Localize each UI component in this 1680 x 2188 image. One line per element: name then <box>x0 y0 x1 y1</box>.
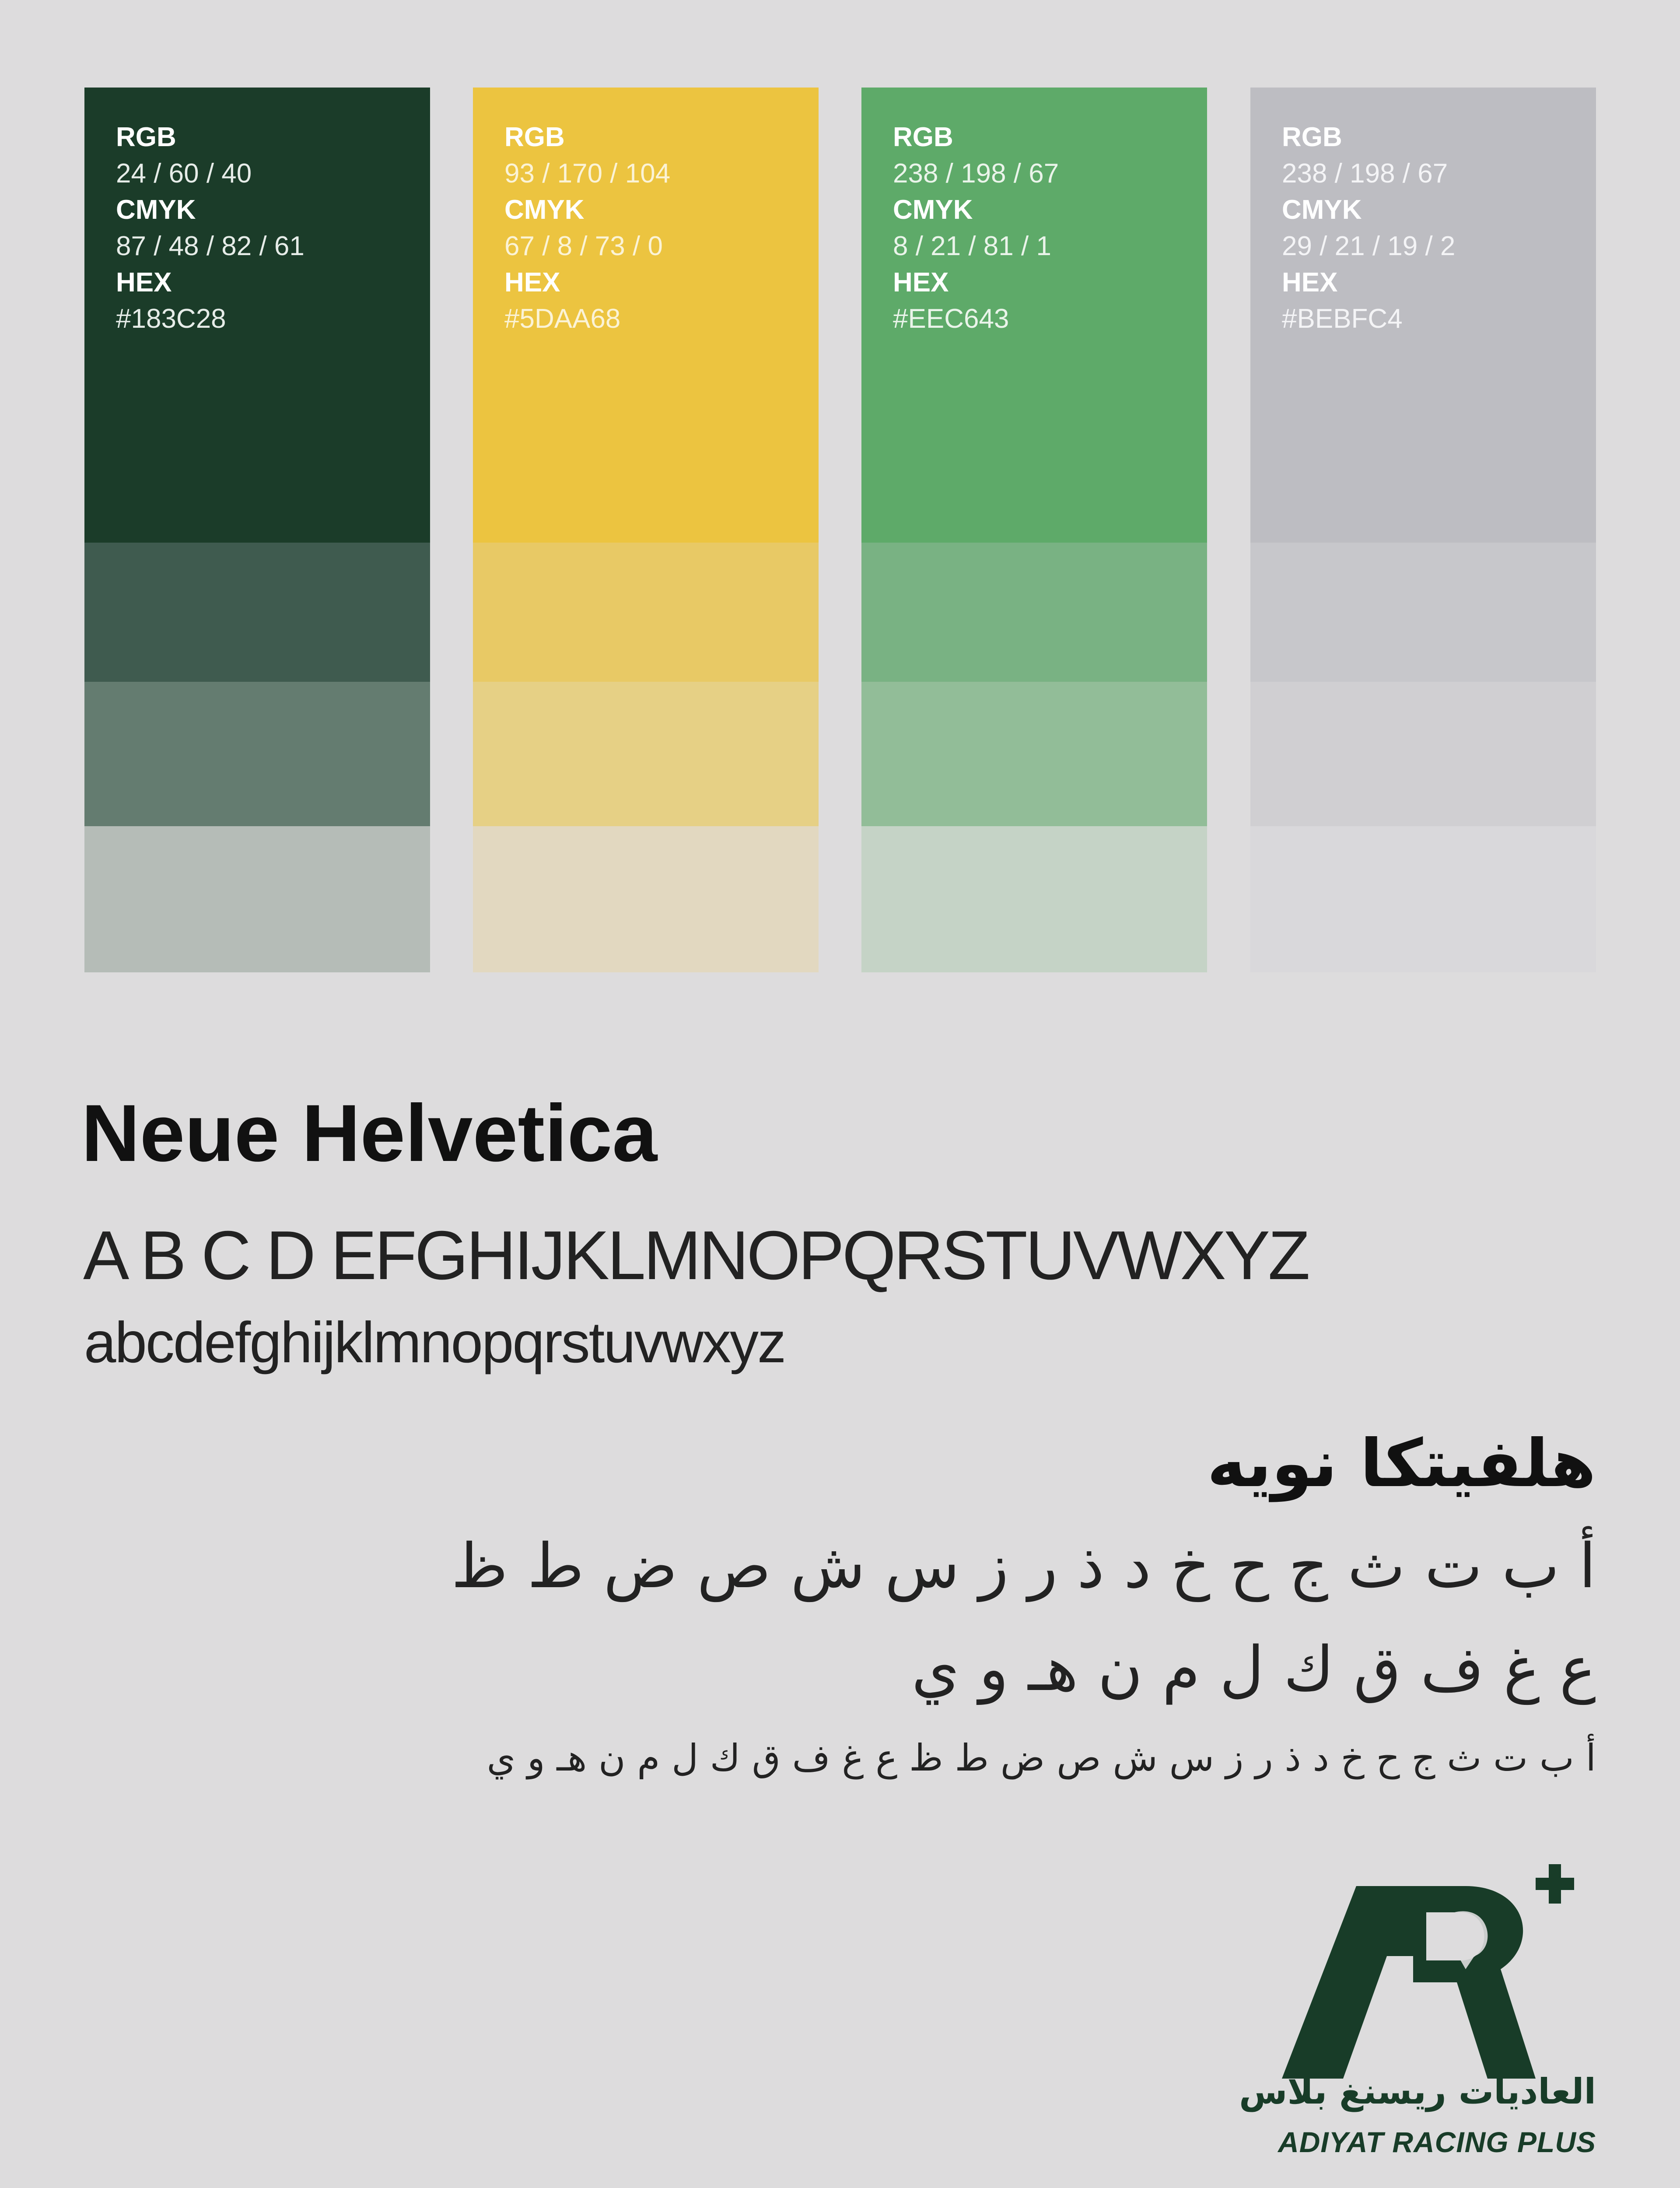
cmyk-label: CMYK <box>116 195 196 225</box>
rgb-value: 24 / 60 / 40 <box>116 158 252 189</box>
swatch-tint-50 <box>84 682 430 826</box>
latin-uppercase-sample: A B C D EFGHIJKLMNOPQRSTUVWXYZ <box>83 1217 1308 1294</box>
swatch-specs <box>116 119 304 337</box>
latin-lowercase-sample: abcdefghijklmnopqrstuvwxyz <box>84 1310 785 1375</box>
logo-english-name: ADIYAT RACING PLUS <box>1278 2126 1596 2158</box>
logo-arabic-name: العاديات ريسنغ بلاس <box>1239 2071 1596 2112</box>
cmyk-value: 67 / 8 / 73 / 0 <box>504 231 663 261</box>
hex-value: #5DAA68 <box>504 304 621 334</box>
swatch-specs <box>1282 119 1455 337</box>
swatch-tint-100 <box>1250 88 1596 543</box>
cmyk-value: 87 / 48 / 82 / 61 <box>116 231 304 261</box>
hex-label: HEX <box>504 267 560 298</box>
rgb-label: RGB <box>1282 122 1342 152</box>
color-swatch-dark-green <box>84 88 430 972</box>
swatch-tint-25 <box>84 826 430 972</box>
swatch-tint-75 <box>861 543 1207 682</box>
cmyk-label: CMYK <box>893 195 973 225</box>
swatch-specs <box>893 119 1059 337</box>
rgb-value: 93 / 170 / 104 <box>504 158 671 189</box>
swatch-tint-25 <box>473 826 819 972</box>
rgb-label: RGB <box>893 122 953 152</box>
arabic-alphabet-line-1: أ ب ت ث ج ح خ د ذ ر ز س ش ص ض ط ظ <box>451 1531 1596 1602</box>
swatch-tint-75 <box>473 543 819 682</box>
hex-label: HEX <box>116 267 172 298</box>
hex-label: HEX <box>893 267 949 298</box>
swatch-tint-100 <box>473 88 819 543</box>
swatch-tint-50 <box>861 682 1207 826</box>
logo-plus-horizontal <box>1536 1878 1574 1890</box>
swatch-tint-50 <box>1250 682 1596 826</box>
swatch-tint-50 <box>473 682 819 826</box>
rgb-label: RGB <box>116 122 176 152</box>
cmyk-label: CMYK <box>504 195 584 225</box>
swatch-tint-25 <box>1250 826 1596 972</box>
color-swatch-yellow <box>473 88 819 972</box>
hex-value: #183C28 <box>116 304 226 334</box>
logo-letter-a <box>1282 1886 1413 2079</box>
swatch-specs <box>504 119 670 337</box>
rgb-value: 238 / 198 / 67 <box>1282 158 1448 189</box>
cmyk-value: 29 / 21 / 19 / 2 <box>1282 231 1456 261</box>
hex-value: #EEC643 <box>893 304 1009 334</box>
swatch-tint-75 <box>1250 543 1596 682</box>
swatch-tint-100 <box>861 88 1207 543</box>
rgb-label: RGB <box>504 122 565 152</box>
color-swatch-green <box>861 88 1207 972</box>
arabic-alphabet-small: أ ب ت ث ج ح خ د ذ ر ز س ش ص ض ط ظ ع غ ف ق ك ل م ن هـ و ي <box>486 1736 1596 1779</box>
arabic-font-title: هلفيتكا نويه <box>1207 1426 1596 1502</box>
cmyk-label: CMYK <box>1282 195 1362 225</box>
swatch-tint-100 <box>84 88 430 543</box>
hex-value: #BEBFC4 <box>1282 304 1403 334</box>
swatch-tint-75 <box>84 543 430 682</box>
rgb-value: 238 / 198 / 67 <box>893 158 1059 189</box>
arabic-alphabet-line-2: ع غ ف ق ك ل م ن هـ و ي <box>911 1634 1596 1705</box>
hex-label: HEX <box>1282 267 1338 298</box>
color-swatch-grey <box>1250 88 1596 972</box>
cmyk-value: 8 / 21 / 81 / 1 <box>893 231 1051 261</box>
swatch-tint-25 <box>861 826 1207 972</box>
latin-font-title: Neue Helvetica <box>81 1088 658 1178</box>
